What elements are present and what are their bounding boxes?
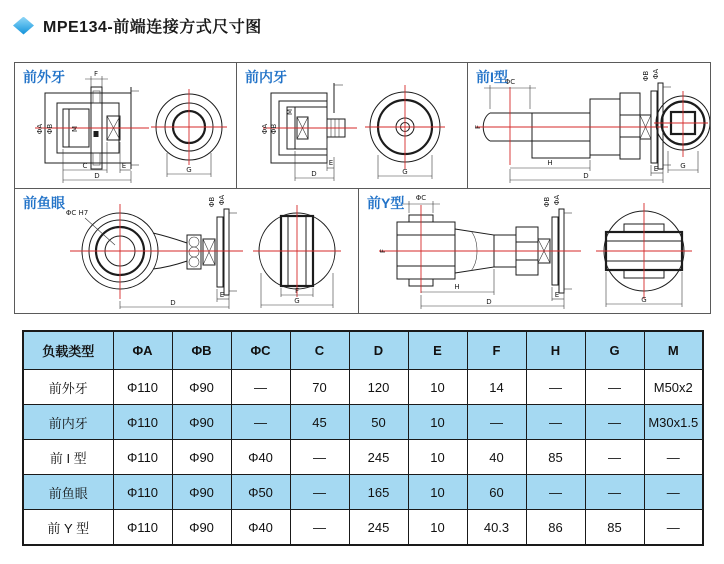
table-cell: Φ90 — [172, 405, 231, 440]
table-row — [23, 440, 703, 475]
table-cell: 245 — [349, 510, 408, 546]
table-cell: 前外牙 — [23, 370, 113, 405]
table-cell: 85 — [526, 440, 585, 475]
panel-front-fisheye — [15, 189, 359, 313]
table-cell: 60 — [467, 475, 526, 510]
dim-label: E — [121, 162, 127, 170]
panel-label: 前鱼眼 — [23, 195, 65, 211]
header-cell: M — [644, 331, 703, 370]
table-cell: Φ110 — [113, 405, 172, 440]
dim-label: G — [680, 162, 686, 170]
table-cell: — — [467, 405, 526, 440]
front-y-type-drawing — [359, 189, 710, 313]
table-cell: 14 — [467, 370, 526, 405]
table-cell: 165 — [349, 475, 408, 510]
table-cell: 10 — [408, 405, 467, 440]
dim-label: H — [454, 283, 460, 291]
dim-label: D — [486, 298, 492, 306]
table-cell: — — [526, 475, 585, 510]
drawings-panel-grid — [14, 62, 711, 314]
table-cell: — — [231, 405, 290, 440]
table-row — [23, 370, 703, 405]
dimension-spec-table — [22, 330, 704, 546]
dim-label: G — [186, 166, 192, 174]
table-cell: — — [290, 510, 349, 546]
drawings-row-top — [15, 63, 710, 189]
panel-front-external-thread — [15, 63, 237, 188]
table-cell: Φ90 — [172, 440, 231, 475]
table-cell: Φ110 — [113, 510, 172, 546]
table-row — [23, 405, 703, 440]
panel-front-internal-thread — [237, 63, 468, 188]
dim-label: D — [311, 170, 317, 178]
header-cell: G — [585, 331, 644, 370]
header-cell: 负载类型 — [23, 331, 113, 370]
panel-label: 前Y型 — [367, 195, 405, 211]
header-cell: C — [290, 331, 349, 370]
dim-label: E — [328, 159, 334, 167]
header-cell: ΦA — [113, 331, 172, 370]
dim-label: ΦA — [652, 68, 660, 80]
page-header — [13, 14, 262, 37]
table-cell: — — [585, 475, 644, 510]
dim-label: F — [294, 287, 300, 295]
table-cell: 前 Y 型 — [23, 510, 113, 546]
table-cell: Φ90 — [172, 475, 231, 510]
dim-label: F — [474, 124, 482, 130]
table-cell: 45 — [290, 405, 349, 440]
table-cell: 86 — [526, 510, 585, 546]
header-cell: D — [349, 331, 408, 370]
table-cell: Φ110 — [113, 440, 172, 475]
table-cell: Φ50 — [231, 475, 290, 510]
panel-front-i-type — [468, 63, 710, 188]
table-cell: — — [585, 370, 644, 405]
table-cell: Φ110 — [113, 370, 172, 405]
dim-label: ΦC — [415, 194, 427, 202]
table-cell: 前内牙 — [23, 405, 113, 440]
dim-label: ΦB — [543, 196, 551, 208]
table-cell: 10 — [408, 440, 467, 475]
table-cell: 10 — [408, 475, 467, 510]
dim-label: F — [93, 70, 99, 78]
front-fisheye-drawing — [15, 189, 358, 313]
dim-label: E — [554, 291, 560, 299]
dim-label: ΦA — [218, 194, 226, 206]
dim-label: G — [402, 168, 408, 176]
table-cell: M30x1.5 — [644, 405, 703, 440]
table-cell: 10 — [408, 510, 467, 546]
dim-label: G — [294, 297, 300, 305]
table-cell: 70 — [290, 370, 349, 405]
table-cell: — — [585, 405, 644, 440]
dim-label: E — [653, 165, 659, 173]
dim-label: ΦB — [46, 123, 54, 135]
table-cell: 10 — [408, 370, 467, 405]
diamond-bullet-icon — [13, 17, 34, 35]
dim-label: ΦB — [642, 70, 650, 82]
table-cell: 40.3 — [467, 510, 526, 546]
table-cell: Φ110 — [113, 475, 172, 510]
table-row — [23, 510, 703, 546]
table-cell: Φ90 — [172, 510, 231, 546]
dim-label: M — [71, 125, 79, 133]
dim-label: ΦA — [553, 194, 561, 206]
panel-label: 前外牙 — [23, 69, 65, 85]
dim-label: M — [286, 108, 294, 116]
dim-label: D — [583, 172, 589, 180]
table-row — [23, 475, 703, 510]
drawings-row-bottom — [15, 189, 710, 313]
table-cell: M50x2 — [644, 370, 703, 405]
table-cell: — — [526, 405, 585, 440]
dim-label: G — [641, 296, 647, 304]
header-cell: H — [526, 331, 585, 370]
dim-label: ΦB — [270, 123, 278, 135]
table-cell: — — [644, 440, 703, 475]
dim-label: E — [219, 291, 225, 299]
dim-label: H — [547, 159, 553, 167]
table-cell: Φ40 — [231, 510, 290, 546]
dim-label: C — [82, 162, 88, 170]
header-cell: ΦC — [231, 331, 290, 370]
table-header-row — [23, 331, 703, 370]
table-cell: 120 — [349, 370, 408, 405]
dim-label: ΦC — [504, 78, 516, 86]
table-cell: 前鱼眼 — [23, 475, 113, 510]
dim-label: ΦA — [36, 123, 44, 135]
table-cell: — — [290, 475, 349, 510]
table-cell: — — [290, 440, 349, 475]
dim-label: ΦB — [208, 196, 216, 208]
panel-front-y-type — [359, 189, 710, 313]
header-cell: E — [408, 331, 467, 370]
dim-label: D — [170, 299, 176, 307]
dim-label: ΦA — [261, 123, 269, 135]
dim-label: D — [94, 172, 100, 180]
header-cell: F — [467, 331, 526, 370]
table-cell: 85 — [585, 510, 644, 546]
header-cell: ΦB — [172, 331, 231, 370]
table-cell: — — [644, 510, 703, 546]
table-cell: — — [585, 440, 644, 475]
panel-label: 前I型 — [476, 69, 508, 85]
table-cell: — — [526, 370, 585, 405]
dim-label: F — [379, 248, 387, 254]
table-cell: Φ90 — [172, 370, 231, 405]
table-cell: — — [231, 370, 290, 405]
dim-label: ΦC H7 — [65, 209, 89, 217]
table-cell: Φ40 — [231, 440, 290, 475]
page-title: MPE134-前端连接方式尺寸图 — [43, 19, 262, 36]
table-cell: 40 — [467, 440, 526, 475]
table-cell: 245 — [349, 440, 408, 475]
table-cell: 50 — [349, 405, 408, 440]
panel-label: 前内牙 — [245, 69, 287, 85]
table-cell: 前 I 型 — [23, 440, 113, 475]
table-cell: — — [644, 475, 703, 510]
